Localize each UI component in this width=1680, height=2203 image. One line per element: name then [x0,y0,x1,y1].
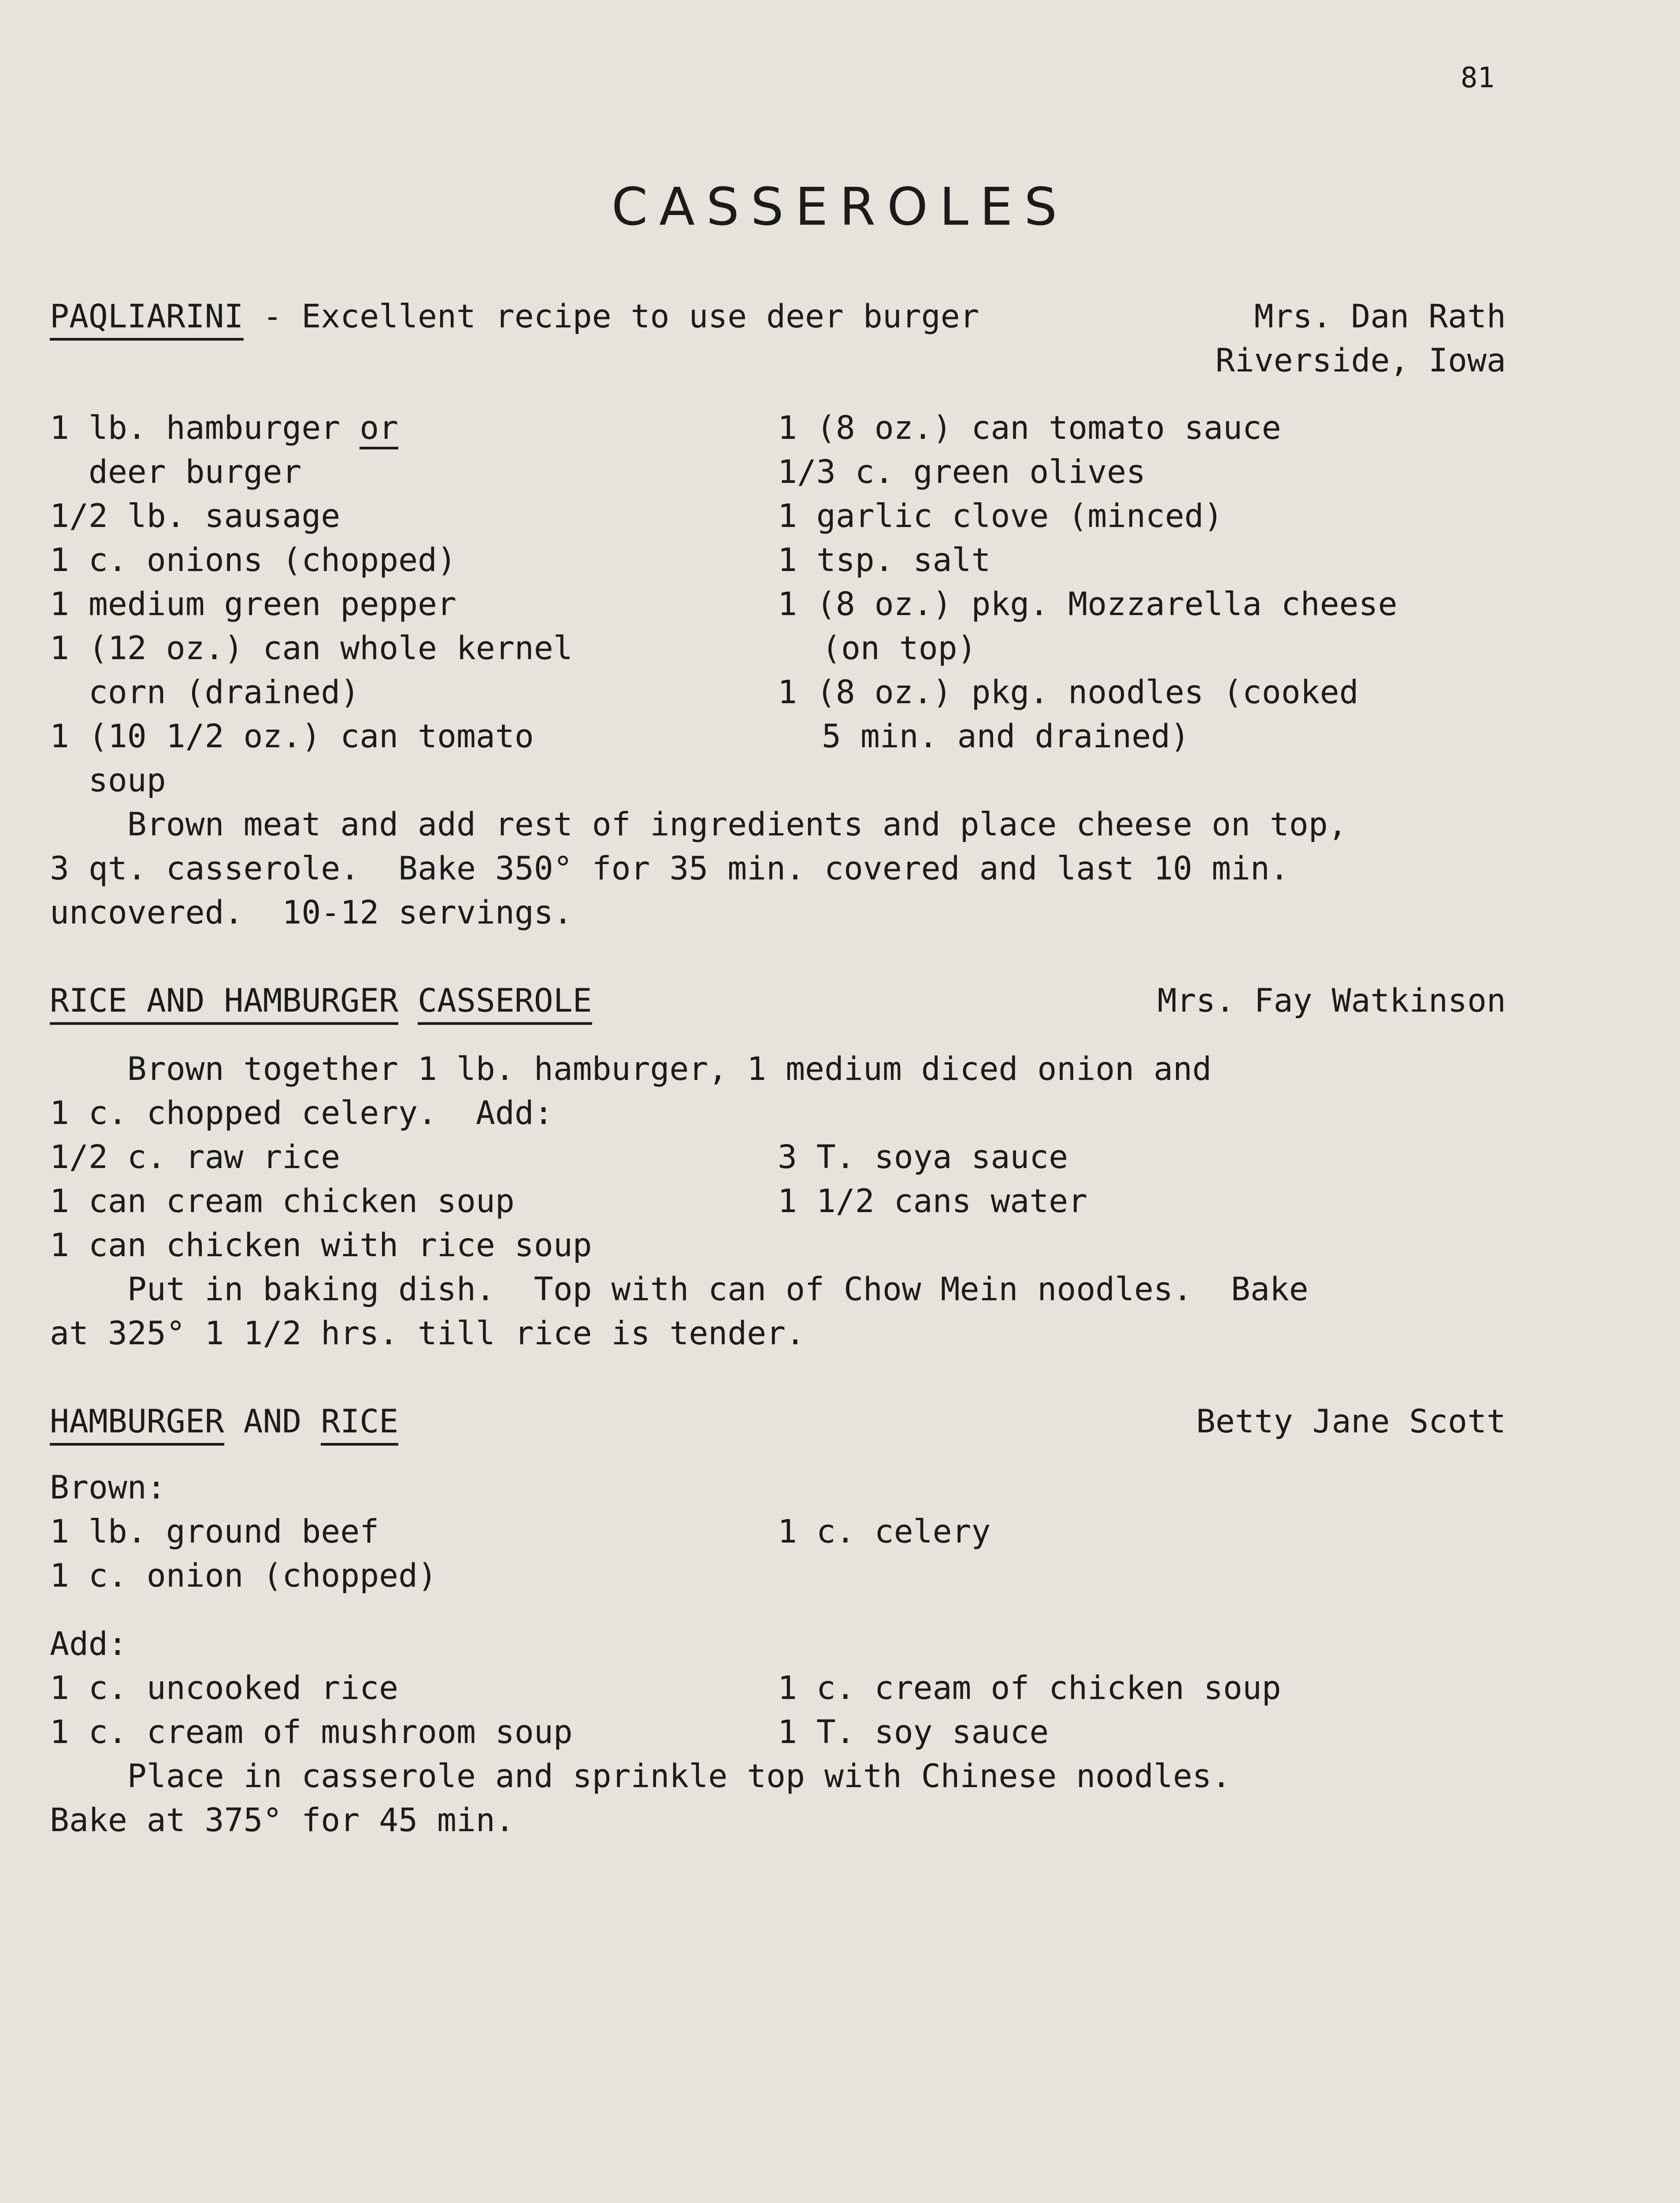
ingredient: 1 c. cream of chicken soup [778,1669,1281,1707]
ingredient: 1/2 c. raw rice [50,1139,341,1176]
ingredient: 1 medium green pepper [50,586,456,623]
ingredient: 1 (12 oz.) can whole kernel [50,630,573,667]
recipe-header-rice-hamburger [50,982,592,1020]
ingredient: 1 c. onion (chopped) [50,1557,437,1595]
recipe-name: HAMBURGER [50,1403,224,1446]
ingredient: 1 c. celery [778,1513,991,1550]
recipe-author: Betty Jane Scott [1196,1403,1506,1440]
ingredient: 1 c. uncooked rice [50,1669,399,1707]
directions-line: 3 qt. casserole. Bake 350° for 35 min. covered and last 10 min. [50,850,1289,887]
ingredient: soup [50,762,166,799]
recipe-location: Riverside, Iowa [1215,342,1506,379]
recipe-name: CASSEROLE [418,982,592,1025]
page-number: 81 [1461,62,1495,94]
ingredient: 5 min. and drained) [822,718,1190,755]
directions-line: at 325° 1 1/2 hrs. till rice is tender. [50,1315,805,1352]
underlined-or: or [360,409,398,449]
ingredient: 1 lb. ground beef [50,1513,379,1550]
recipe-name: RICE [321,1403,398,1446]
directions-line: Brown together 1 lb. hamburger, 1 medium diced onion and [50,1050,1212,1088]
directions-line: Place in casserole and sprinkle top with Chinese noodles. [50,1758,1231,1795]
ingredient: 1 tsp. salt [778,541,991,579]
ingredient: 1 (8 oz.) pkg. noodles (cooked [778,674,1359,711]
section-label: Brown: [50,1469,166,1506]
recipe-name: PAQLIARINI [50,298,244,341]
page-title: CASSEROLES [611,176,1069,237]
ingredient: 1 can cream chicken soup [50,1183,515,1220]
ingredient: 1 c. onions (chopped) [50,541,456,579]
ingredient: 1 1/2 cans water [778,1183,1088,1220]
ingredient: 1 garlic clove (minced) [778,497,1223,535]
recipe-author: Mrs. Dan Rath [1254,298,1506,335]
ingredient: 1 (8 oz.) can tomato sauce [778,409,1281,447]
ingredient: (on top) [822,630,977,667]
ingredient: 1/3 c. green olives [778,453,1146,491]
recipe-header-paqliarini [50,300,979,333]
directions-line: Brown meat and add rest of ingredients and place cheese on top, [50,806,1347,843]
directions-line: uncovered. 10-12 servings. [50,894,573,931]
directions-line: 1 c. chopped celery. Add: [50,1094,553,1132]
directions-line: Put in baking dish. Top with can of Chow Mein noodles. Bake [50,1271,1309,1308]
directions-line: Bake at 375° for 45 min. [50,1802,515,1839]
ingredient: 1 lb. hamburger or [50,412,398,444]
ingredient: 1/2 lb. sausage [50,497,341,535]
ingredient: 1 (8 oz.) pkg. Mozzarella cheese [778,586,1398,623]
recipe-description: - Excellent recipe to use deer burger [243,298,979,335]
ingredient: corn (drained) [50,674,360,711]
ingredient: 1 c. cream of mushroom soup [50,1713,573,1751]
ingredient: deer burger [50,453,302,491]
ingredient: 1 can chicken with rice soup [50,1227,592,1264]
recipe-name: RICE AND HAMBURGER [50,982,398,1025]
recipe-header-hamburger-and-rice [50,1403,399,1440]
ingredient: 1 T. soy sauce [778,1713,1049,1751]
recipe-author: Mrs. Fay Watkinson [1157,982,1506,1020]
recipe-name: AND [243,1403,302,1440]
section-label: Add: [50,1625,127,1663]
ingredient: 1 (10 1/2 oz.) can tomato [50,718,534,755]
ingredient: 3 T. soya sauce [778,1139,1068,1176]
